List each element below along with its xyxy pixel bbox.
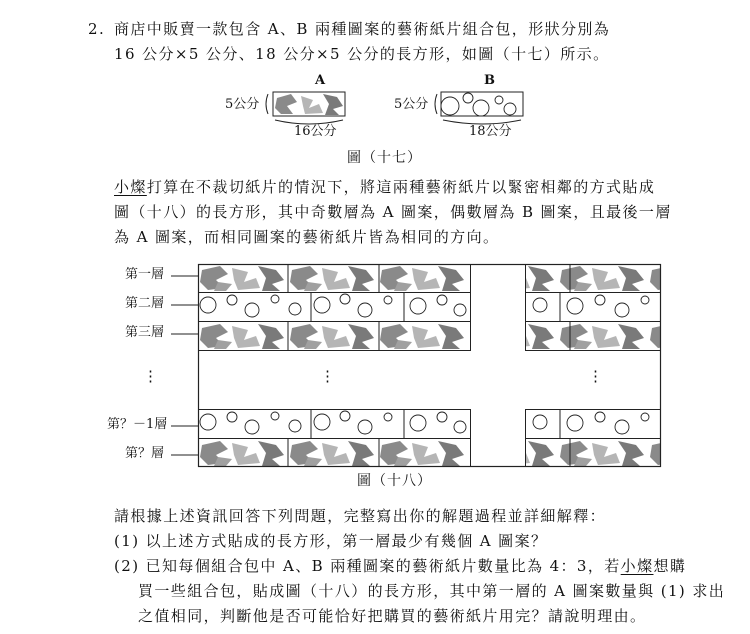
sub-question-2-line-3: 之值相同，判斷他是否可能恰好把購買的藝術紙片用完？請說明理由。 xyxy=(138,607,647,625)
fig18-caption: 圖（十八） xyxy=(357,473,432,489)
fig17-b-width: 18公分 xyxy=(469,124,512,139)
para-line-1-text: 打算在不裁切紙片的情況下，將這兩種藝術紙片以緊密相鄰的方式貼成 xyxy=(146,178,656,196)
inner-vdots-2: ⋮ xyxy=(588,367,603,385)
instruction: 請根據上述資訊回答下列問題，完整寫出你的解題過程並詳細解釋： xyxy=(114,507,607,525)
row-last-a-tiles xyxy=(198,439,661,467)
row-1-a-tiles xyxy=(198,264,661,292)
q2-text-b: 想購 xyxy=(653,557,687,575)
intro-line-2: 16 公分×5 公分、18 公分×5 公分的長方形，如圖（十七）所示。 xyxy=(114,45,610,63)
row-label-last: 第？層 xyxy=(125,446,165,461)
para-line-2: 圖（十八）的長方形，其中奇數層為 A 圖案，偶數層為 B 圖案，且最後一層 xyxy=(114,203,672,221)
row-2-b-tiles xyxy=(200,293,649,321)
intro-line-1: 商店中販賣一款包含 A、B 兩種圖案的藝術紙片組合包，形狀分別為 xyxy=(114,20,611,38)
row-label-2: 第二層 xyxy=(125,296,165,311)
fig17-label-b: B xyxy=(484,73,495,88)
fig17-a-height: 5公分 xyxy=(225,97,260,112)
sub-question-2-line-2: 買一些組合包，貼成圖（十八）的長方形，其中第一層的 A 圖案數量與 (1) 求出 xyxy=(138,582,726,600)
question-number: 2. xyxy=(88,20,106,38)
para-line-3: 為 A 圖案，而相同圖案的藝術紙片皆為相同的方向。 xyxy=(114,228,500,246)
row-3-a-tiles xyxy=(198,322,661,350)
fig17-tile-a xyxy=(266,92,345,124)
q2-text-a: (2) 已知每個組合包中 A、B 兩種圖案的藝術紙片數量比為 4：3，若 xyxy=(114,557,621,575)
name-xiaocan-2: 小燦 xyxy=(620,557,654,575)
inner-vdots-1: ⋮ xyxy=(320,367,335,385)
row-label-second-last: 第？－1層 xyxy=(107,417,168,432)
sub-question-1: (1) 以上述方式貼成的長方形，第一層最少有幾個 A 圖案？ xyxy=(114,532,548,550)
row-label-3: 第三層 xyxy=(125,325,165,340)
fig18-rectangle xyxy=(198,264,661,467)
row-label-vdots: ⋮ xyxy=(143,367,158,385)
fig17-b-height: 5公分 xyxy=(394,97,429,112)
row-second-last-b-tiles xyxy=(200,410,649,438)
row-pointer-lines xyxy=(171,276,198,455)
fig17-tile-b xyxy=(435,92,523,124)
fig17-a-width: 16公分 xyxy=(294,124,337,139)
row-label-1: 第一層 xyxy=(125,267,165,282)
fig17-label-a: A xyxy=(315,73,326,88)
fig17-caption: 圖（十七） xyxy=(347,150,422,166)
name-xiaocan: 小燦 xyxy=(114,178,147,196)
